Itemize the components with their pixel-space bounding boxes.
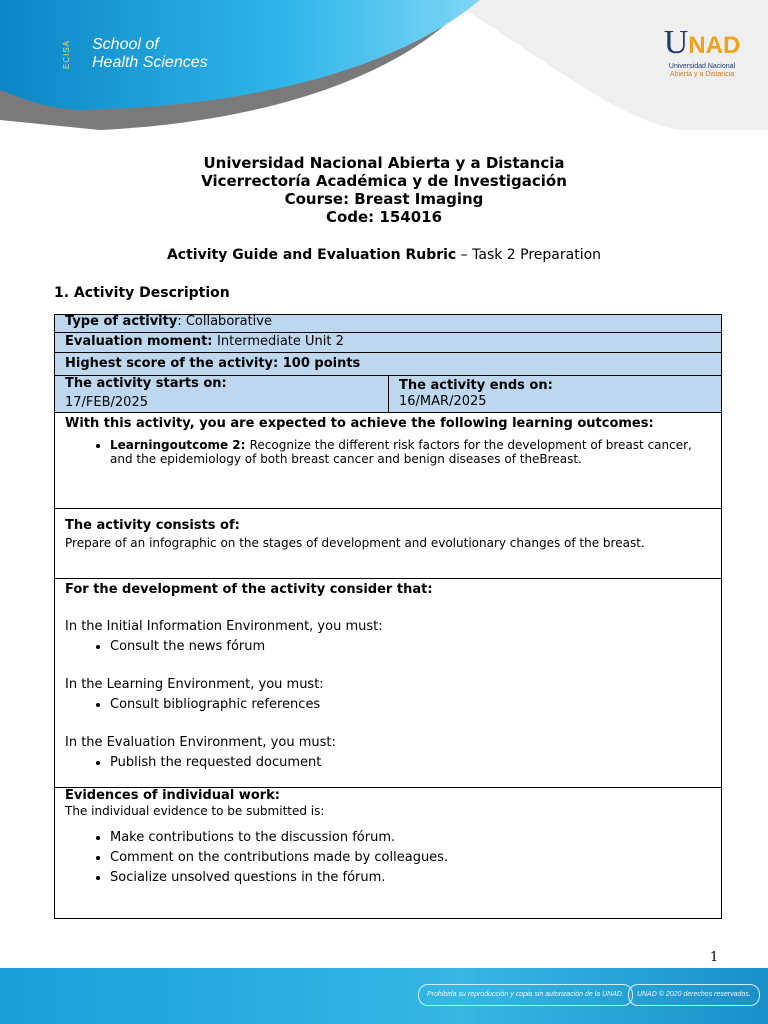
footer-rights: UNAD © 2020 derechos reservados. [628,984,760,1006]
header-banner [0,0,768,130]
development-cell: For the development of the activity consider that: In the Initial Information Environment, you must: • Consult the news fórum In the Learning Environment, you must: • Consult bibliographic references In the Evaluation Environment, you must: • Publish the requested document [54,578,722,788]
guide-title: Activity Guide and Evaluation Rubric – Task 2 Preparation [166,247,602,263]
page-number: 1 [710,950,719,965]
footer-banner [0,968,768,1024]
score-row: Highest score of the activity: 100 points [54,352,722,376]
footer-copyright-notice: Prohibida su reproducción y copia sin autorización de la UNAD. [418,984,633,1006]
school-name: School of Health Sciences [92,36,208,71]
evidence-cell: Evidences of individual work: The individual evidence to be submitted is: • Make contributions to the discussion fórum. • Comment on the contributions made by colleagues. • Socialize unsolved questions in the fórum. [54,787,722,919]
end-date-cell: The activity ends on: 16/MAR/2025 [388,375,722,413]
section-heading: 1. Activity Description [54,285,230,301]
start-date-cell: The activity starts on: 17/FEB/2025 [54,375,389,413]
document-title: Universidad Nacional Abierta y a Distancia Vicerrectoría Académica y de Investigación Course: Breast Imaging Code: 154016 [201,154,567,226]
outcomes-cell: With this activity, you are expected to achieve the following learning outcomes: • Learningoutcome 2: Recognize the different risk factors for the development of breast cancer, and the epidemiology of both breast cancer and benign diseases of theBreast. [54,412,722,509]
ecisa-label: ECISA [62,40,71,70]
unad-logo: UNAD Universidad Nacional Abierta y a Distancia [663,24,741,78]
moment-row: Evaluation moment: Intermediate Unit 2 [54,332,722,353]
consists-cell: The activity consists of: Prepare of an infographic on the stages of development and evolutionary changes of the breast. [54,508,722,579]
type-row: Type of activity: Collaborative [54,314,722,333]
